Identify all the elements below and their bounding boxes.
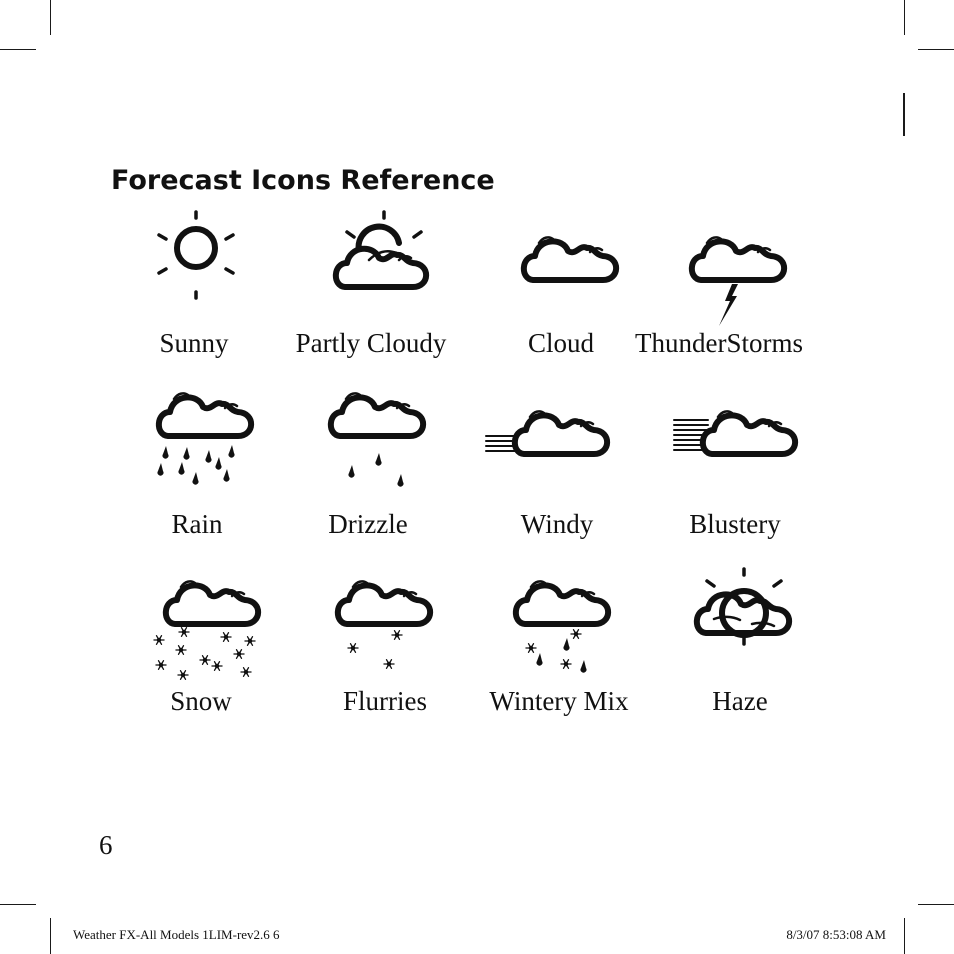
crop-mark [0, 904, 36, 905]
icon-label: Rain [171, 509, 223, 539]
icon-label: Drizzle [328, 509, 408, 539]
rain-icon [138, 390, 268, 486]
crop-mark [50, 0, 51, 35]
crop-mark [50, 918, 51, 954]
windy-icon [494, 390, 624, 486]
crop-mark [918, 904, 954, 905]
page-title: Forecast Icons Reference [111, 165, 495, 196]
haze-icon [678, 566, 808, 662]
crop-mark [904, 918, 905, 954]
icon-label: Blustery [689, 509, 781, 539]
sunny-icon [131, 208, 261, 304]
thunderstorms-icon [671, 208, 801, 304]
crop-mark [904, 0, 905, 35]
crop-mark [918, 49, 954, 50]
wintery-mix-icon [495, 574, 625, 670]
icon-label: Cloud [527, 328, 594, 358]
cloud-icon [503, 208, 633, 304]
snow-icon [145, 574, 275, 670]
flurries-icon [317, 574, 447, 670]
icon-label: Windy [520, 509, 594, 539]
icon-label: Wintery Mix [489, 686, 629, 716]
blustery-icon [682, 390, 812, 486]
registration-bar [903, 93, 905, 136]
icon-label: Haze [712, 686, 768, 716]
icon-label: Sunny [159, 328, 229, 358]
page-number: 6 [99, 830, 113, 860]
footer-slug-right: 8/3/07 8:53:08 AM [786, 927, 886, 942]
icon-label: Partly Cloudy [295, 328, 447, 358]
drizzle-icon [310, 390, 440, 486]
icon-label: ThunderStorms [635, 328, 803, 358]
icon-label: Flurries [343, 686, 427, 716]
icon-label: Snow [170, 686, 232, 716]
crop-mark [0, 49, 36, 50]
partly-cloudy-icon [317, 208, 447, 304]
footer-slug-left: Weather FX-All Models 1LIM-rev2.6 6 [73, 927, 280, 942]
